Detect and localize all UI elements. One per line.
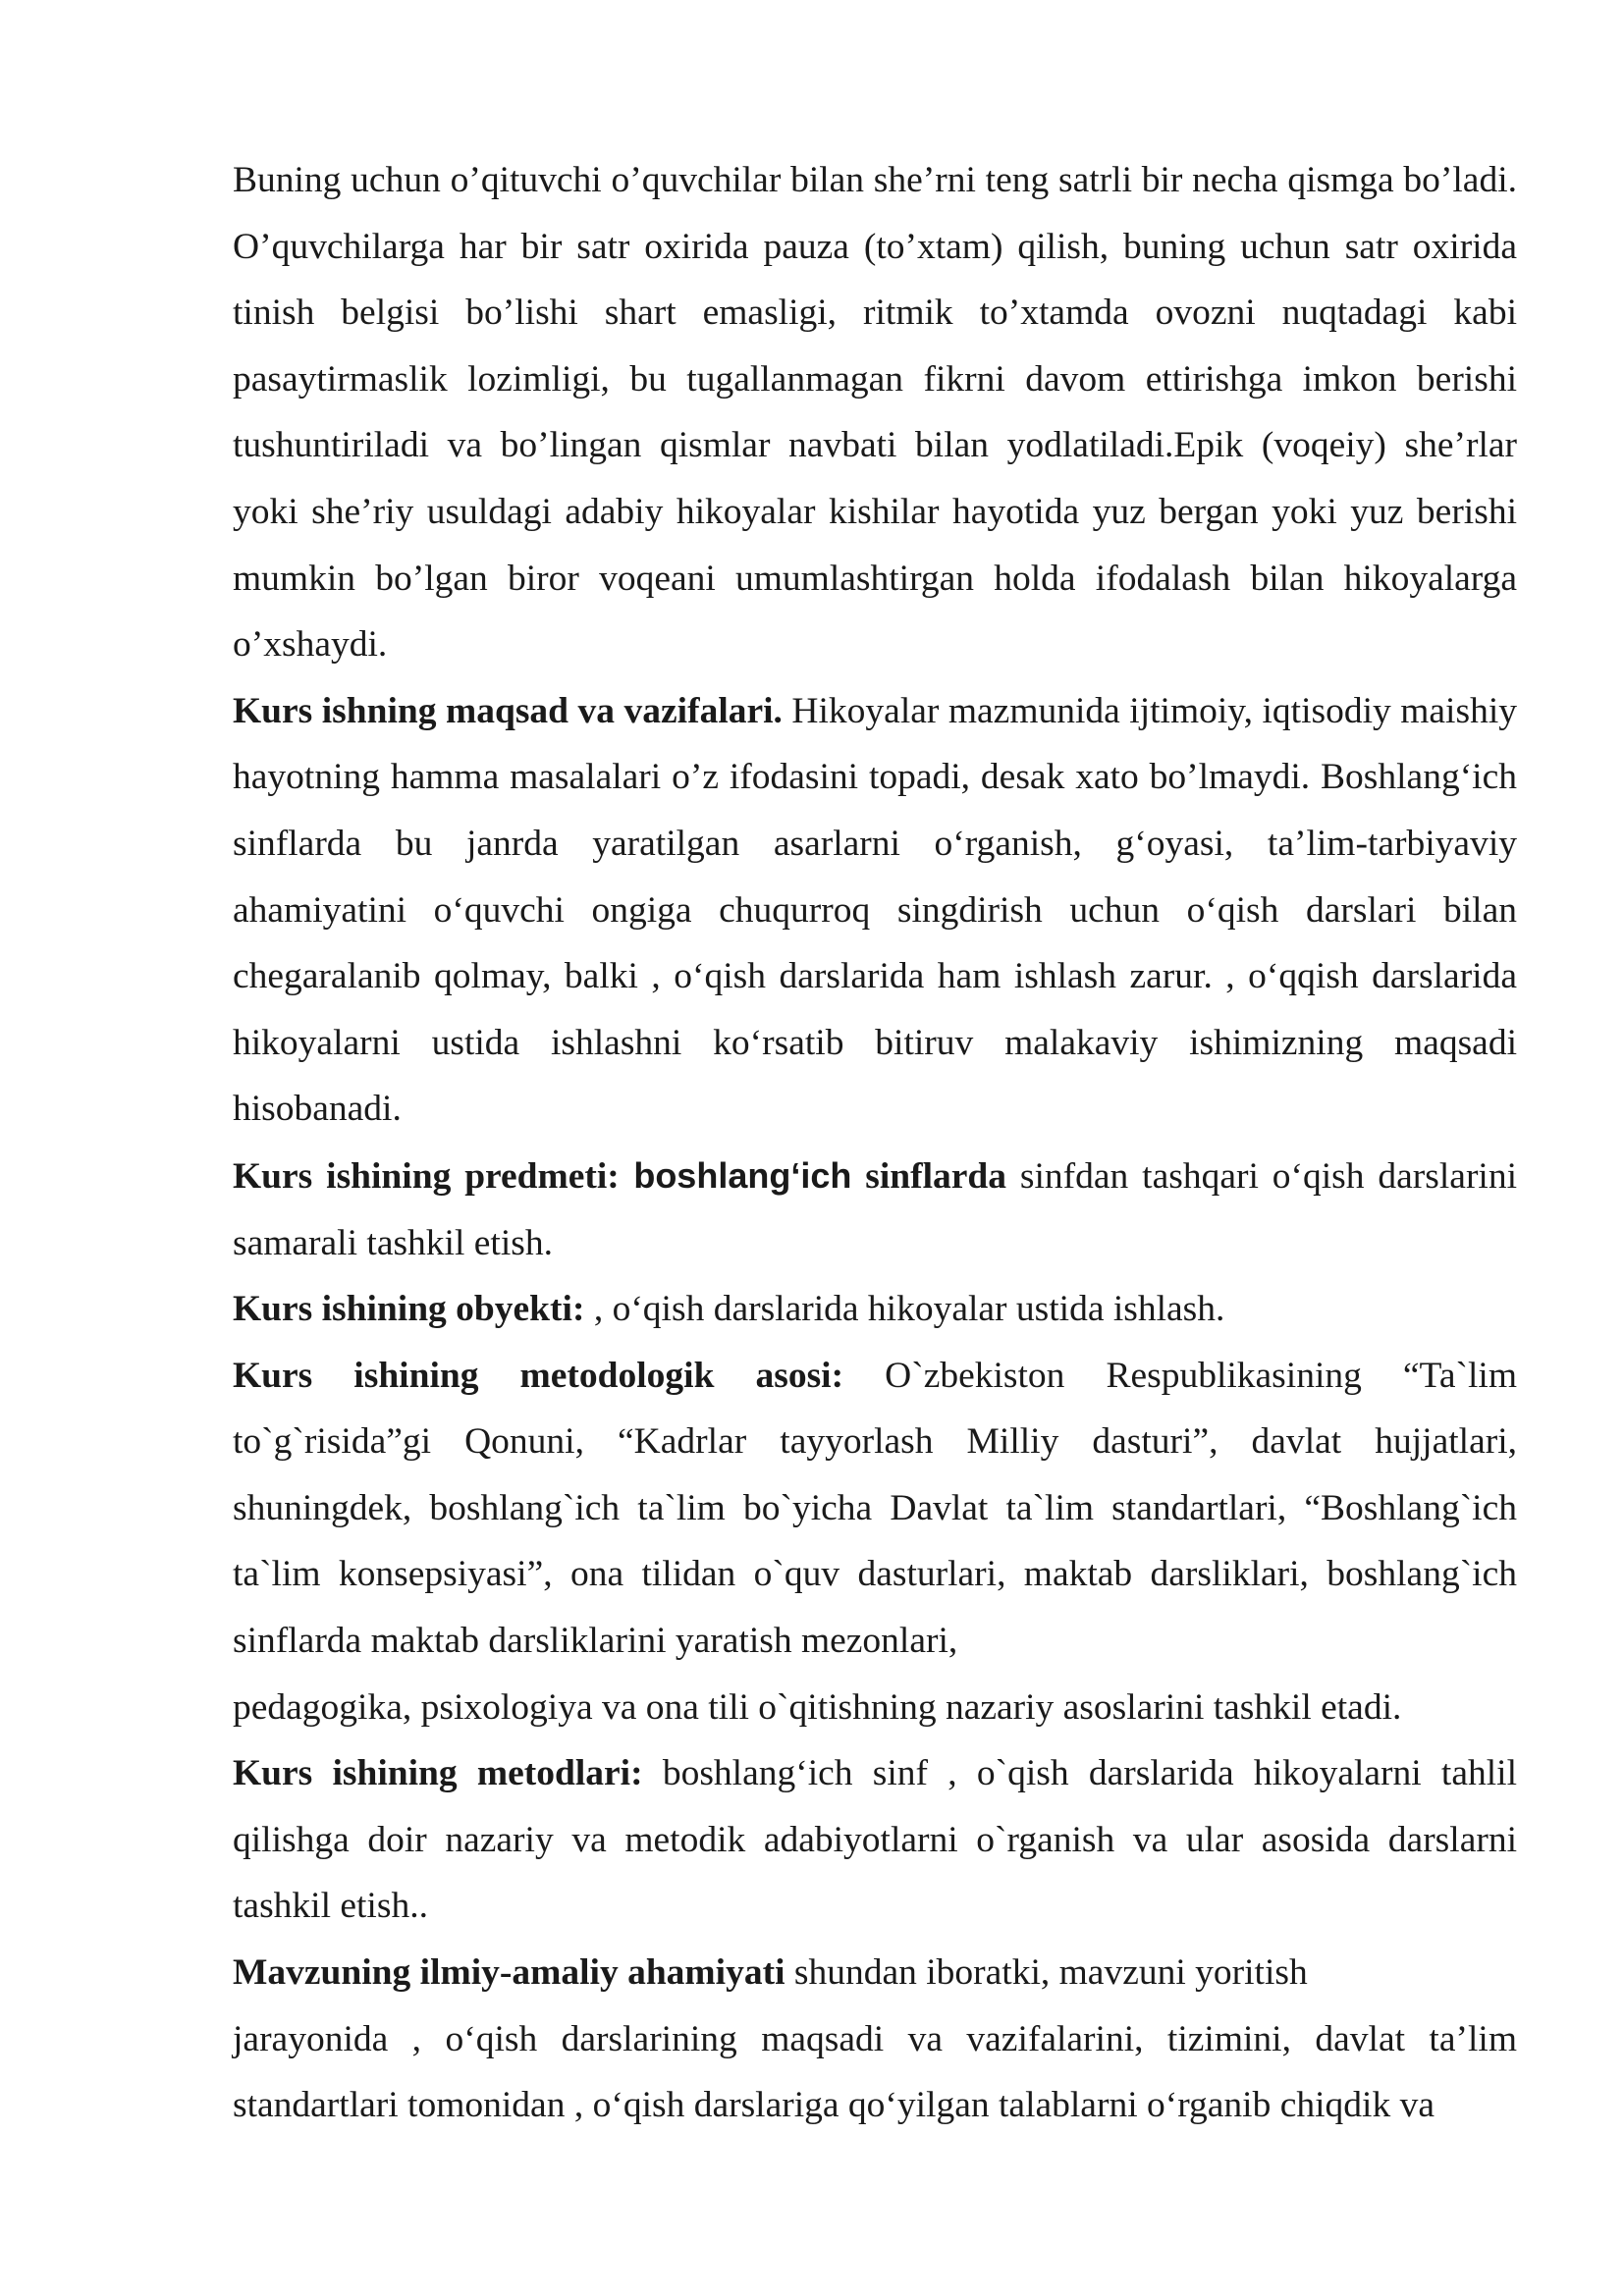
paragraph-text: Buning uchun o’qituvchi o’quvchilar bilan she’rni teng satrli bir necha qismga bo’ladi. O’quvchilarga har bir satr oxirida pauza (to’xtam) qilish, buning uchun satr oxirida tinish belgisi bo’lishi shart emasligi, ritmik to’xtamda ovozni nuqtadagi kabi pasaytirmaslik lozimligi, bu tugallanmagan fikrni davom ettirishga imkon berishi tushuntiriladi va bo’lingan qismlar navbati bilan yodlatiladi.Epik (voqeiy) she’rlar yoki she’riy usuldagi adabiy hikoyalar kishilar hayotida yuz bergan yoki yuz berishi mumkin bo’lgan biror voqeani umumlashtirgan holda ifodalash bilan hikoyalarga o’xshaydi. [233, 160, 1517, 666]
section-label: Kurs ishining predmeti: [233, 1155, 620, 1197]
section-label: Kurs ishining metodlari: [233, 1753, 643, 1794]
section-label: Mavzuning ilmiy-amaliy ahamiyati [233, 1952, 785, 1994]
paragraph-text: sinfdan tashqari o‘qish darslarini samarali tashkil etish. [233, 1155, 1518, 1263]
paragraph-text: O`zbekiston Respublikasining “Ta`lim to`g`risida”gi Qonuni, “Kadrlar tayyorlash Milliy dasturi”, davlat hujjatlari, shuningdek, boshlang`ich ta`lim bo`yicha Davlat ta`lim standartlari, “Boshlang`ich ta`lim konsepsiyasi”, ona tilidan o`quv dasturlari, maktab darsliklari, boshlang`ich sinflarda maktab darsliklarini yaratish mezonlari, [233, 1355, 1517, 1662]
document-page [233, 147, 1517, 2139]
paragraph-metodologik [233, 1343, 1517, 1675]
section-label: Kurs ishining obyekti: [233, 1289, 585, 1330]
paragraph-intro [233, 147, 1517, 678]
paragraph-jarayonida [233, 2006, 1517, 2139]
paragraph-ahamiyati [233, 1940, 1517, 2006]
section-label-cont: sinflarda [851, 1155, 1007, 1197]
section-label: Kurs ishning maqsad va vazifalari. [233, 690, 783, 731]
paragraph-predmeti [233, 1143, 1517, 1276]
paragraph-text: jarayonida , o‘qish darslarining maqsadi va vazifalarini, tizimini, davlat ta’lim standartlari tomonidan , o‘qish darslariga qo‘yilgan talablarni o‘rganib chiqdik va [233, 2018, 1517, 2126]
paragraph-text: , o‘qish darslarida hikoyalar ustida ishlash. [584, 1289, 1225, 1330]
paragraph-text: Hikoyalar mazmunida ijtimoiy, iqtisodiy maishiy hayotning hamma masalalari o’z ifodasini topadi, desak xato bo’lmaydi. Boshlang‘ich sinflarda bu janrda yaratilgan asarlarni o‘rganish, g‘oyasi, ta’lim-tarbiyaviy ahamiyatini o‘quvchi ongiga chuqurroq singdirish uchun o‘qish darslari bilan chegaralanib qolmay, balki , o‘qish darslarida ham ishlash zarur. , o‘qqish darslarida hikoyalarni ustida ishlashni ko‘rsatib bitiruv malakaviy ishimizning maqsadi hisobanadi. [233, 690, 1517, 1130]
paragraph-text: pedagogika, psixologiya va ona tili o`qitishning nazariy asoslarini tashkil etadi. [233, 1686, 1402, 1728]
paragraph-obyekti [233, 1276, 1517, 1343]
paragraph-metodlari [233, 1740, 1517, 1940]
section-label-sans: boshlang‘ich [619, 1154, 852, 1196]
paragraph-text: boshlang‘ich sinf , o`qish darslarida hikoyalarni tahlil qilishga doir nazariy va metodik adabiyotlarni o`rganish va ular asosida darslarni tashkil etish.. [233, 1753, 1517, 1927]
section-label: Kurs ishining metodologik asosi: [233, 1355, 844, 1396]
paragraph-maqsad [233, 678, 1517, 1143]
paragraph-pedagogika [233, 1675, 1517, 1741]
paragraph-text: shundan iboratki, mavzuni yoritish [785, 1952, 1308, 1994]
